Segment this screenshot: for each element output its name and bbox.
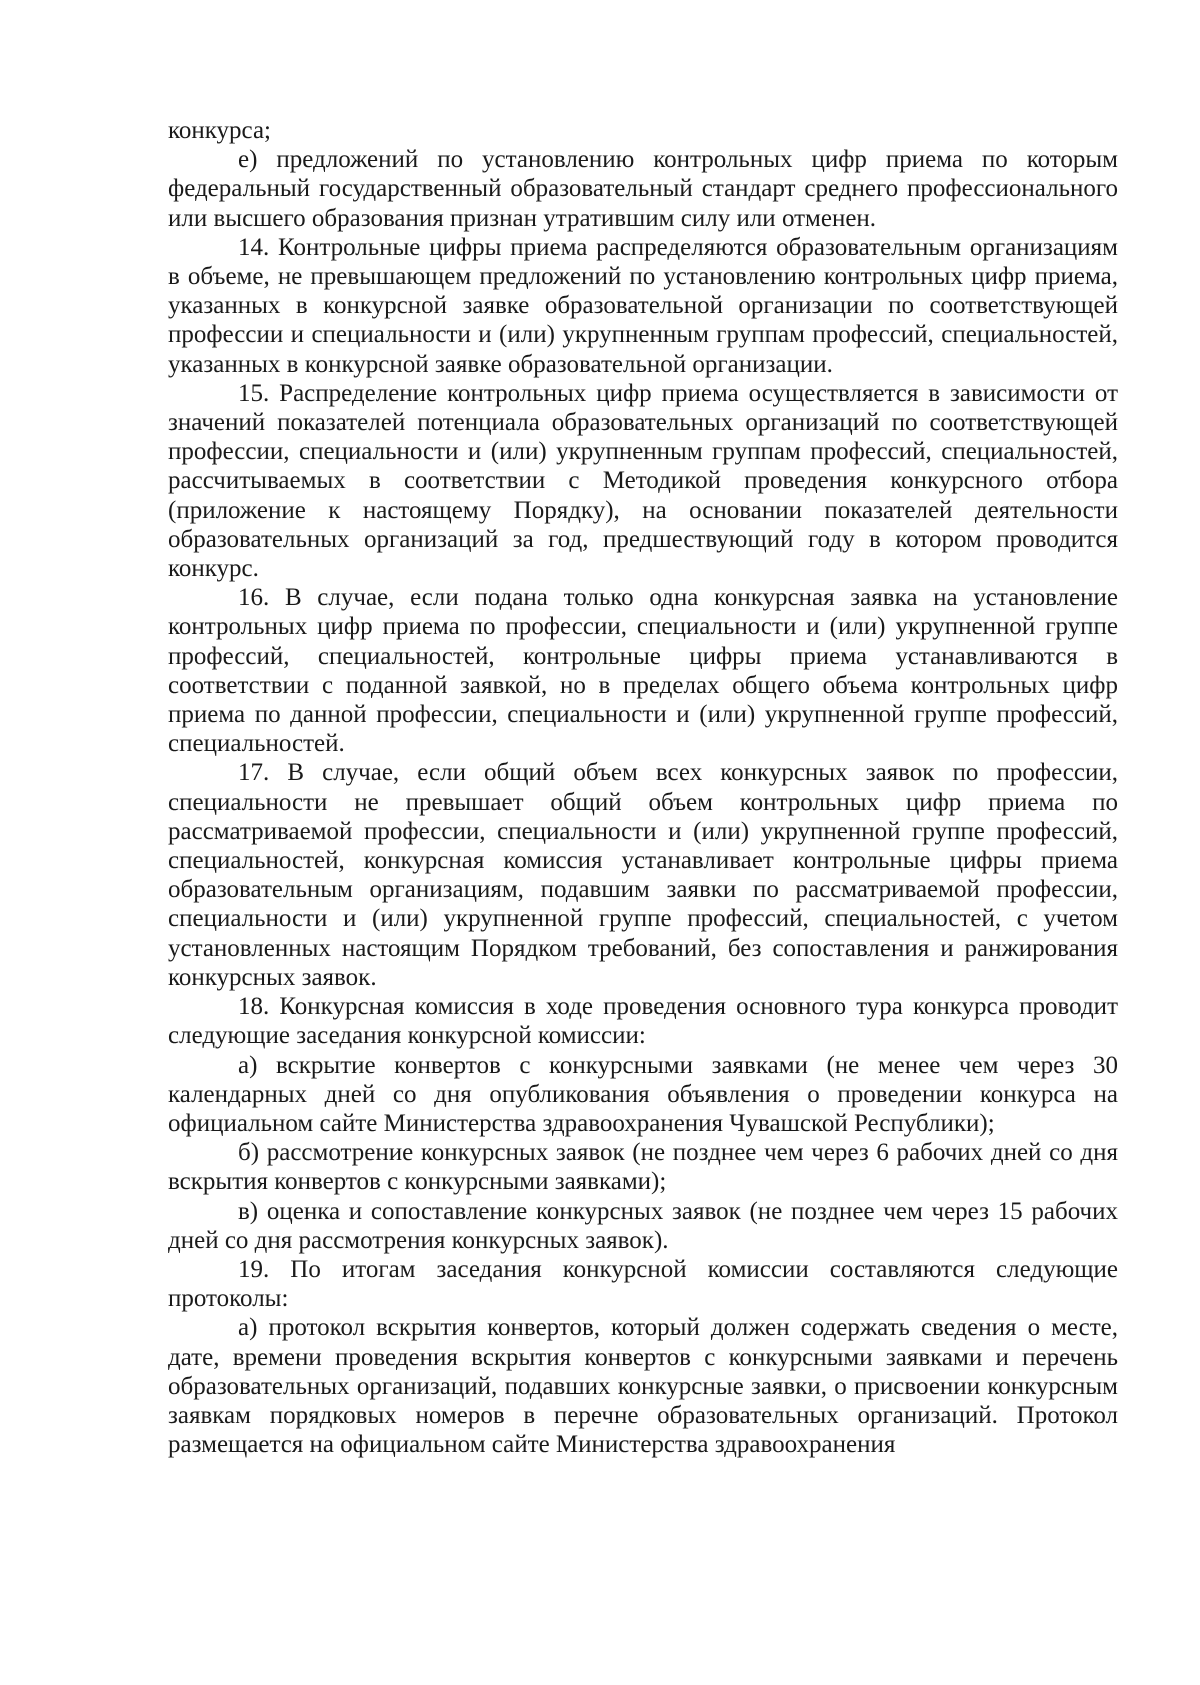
paragraph-19: 19. По итогам заседания конкурсной комиссии составляются следующие протоколы: [168,1255,1118,1313]
paragraph-18-item-v: в) оценка и сопоставление конкурсных заявок (не позднее чем через 15 рабочих дней со дня рассмотрения конкурсных заявок). [168,1197,1118,1254]
paragraph-continuation: конкурса; [168,117,271,144]
paragraph-16: 16. В случае, если подана только одна конкурсная заявка на установление контрольных цифр приема по профессии, специальности и (или) укрупненной группе профессий, специальностей, контрольные цифры приема устанавливаются в соответствии с поданной заявкой, но в пределах общего объема контрольных цифр приема по данной профессии, специальности и (или) укрупненной группе профессий, специальностей. [168,584,1118,758]
paragraph-14: 14. Контрольные цифры приема распределяются образовательным организациям в объеме, не превышающем предложений по установлению контрольных цифр приема, указанных в конкурсной заявке образовательной организации по соответствующей профессии и специальности и (или) укрупненным группам профессий, специальностей, указанных в конкурсной заявке образовательной организации. [168,233,1118,378]
paragraph-18-item-a: а) вскрытие конвертов с конкурсными заявками (не менее чем через 30 календарных дней со дня опубликования объявления о проведении конкурса на официальном сайте Министерства здравоохранения Чувашской Республики); [168,1051,1118,1137]
document-body [168,116,1118,1459]
paragraph-19-item-a: а) протокол вскрытия конвертов, который должен содержать сведения о месте, дате, времени проведения вскрытия конвертов с конкурсными заявками и перечень образовательных организаций, подавших конкурсные заявки, о присвоении конкурсным заявкам порядковых номеров в перечне образовательных организаций. Протокол размещается на официальном сайте Министерства здравоохранения [168,1314,1118,1459]
paragraph-18-item-b: б) рассмотрение конкурсных заявок (не позднее чем через 6 рабочих дней со дня вскрытия конвертов с конкурсными заявками); [168,1139,1118,1196]
paragraph-17: 17. В случае, если общий объем всех конкурсных заявок по профессии, специальности не превышает общий объем контрольных цифр приема по рассматриваемой профессии, специальности и (или) укрупненной группе профессий, специальностей, конкурсная комиссия устанавливает контрольные цифры приема образовательным организациям, подавшим заявки по рассматриваемой профессии, специальности и (или) укрупненной группе профессий, специальностей, с учетом установленных настоящим Порядком требований, без сопоставления и ранжирования конкурсных заявок. [168,759,1118,991]
paragraph-15: 15. Распределение контрольных цифр приема осуществляется в зависимости от значений показателей потенциала образовательных организаций по соответствующей профессии, специальности и (или) укрупненным группам профессий, специальностей, рассчитываемых в соответствии с Методикой проведения конкурсного отбора (приложение к настоящему Порядку), на основании показателей деятельности образовательных организаций за год, предшествующий году в котором проводится конкурс. [168,379,1118,583]
paragraph-item-e: е) предложений по установлению контрольных цифр приема по которым федеральный государственный образовательный стандарт среднего профессионального или высшего образования признан утратившим силу или отменен. [168,146,1118,232]
paragraph-18: 18. Конкурсная комиссия в ходе проведения основного тура конкурса проводит следующие заседания конкурсной комиссии: [168,993,1118,1050]
